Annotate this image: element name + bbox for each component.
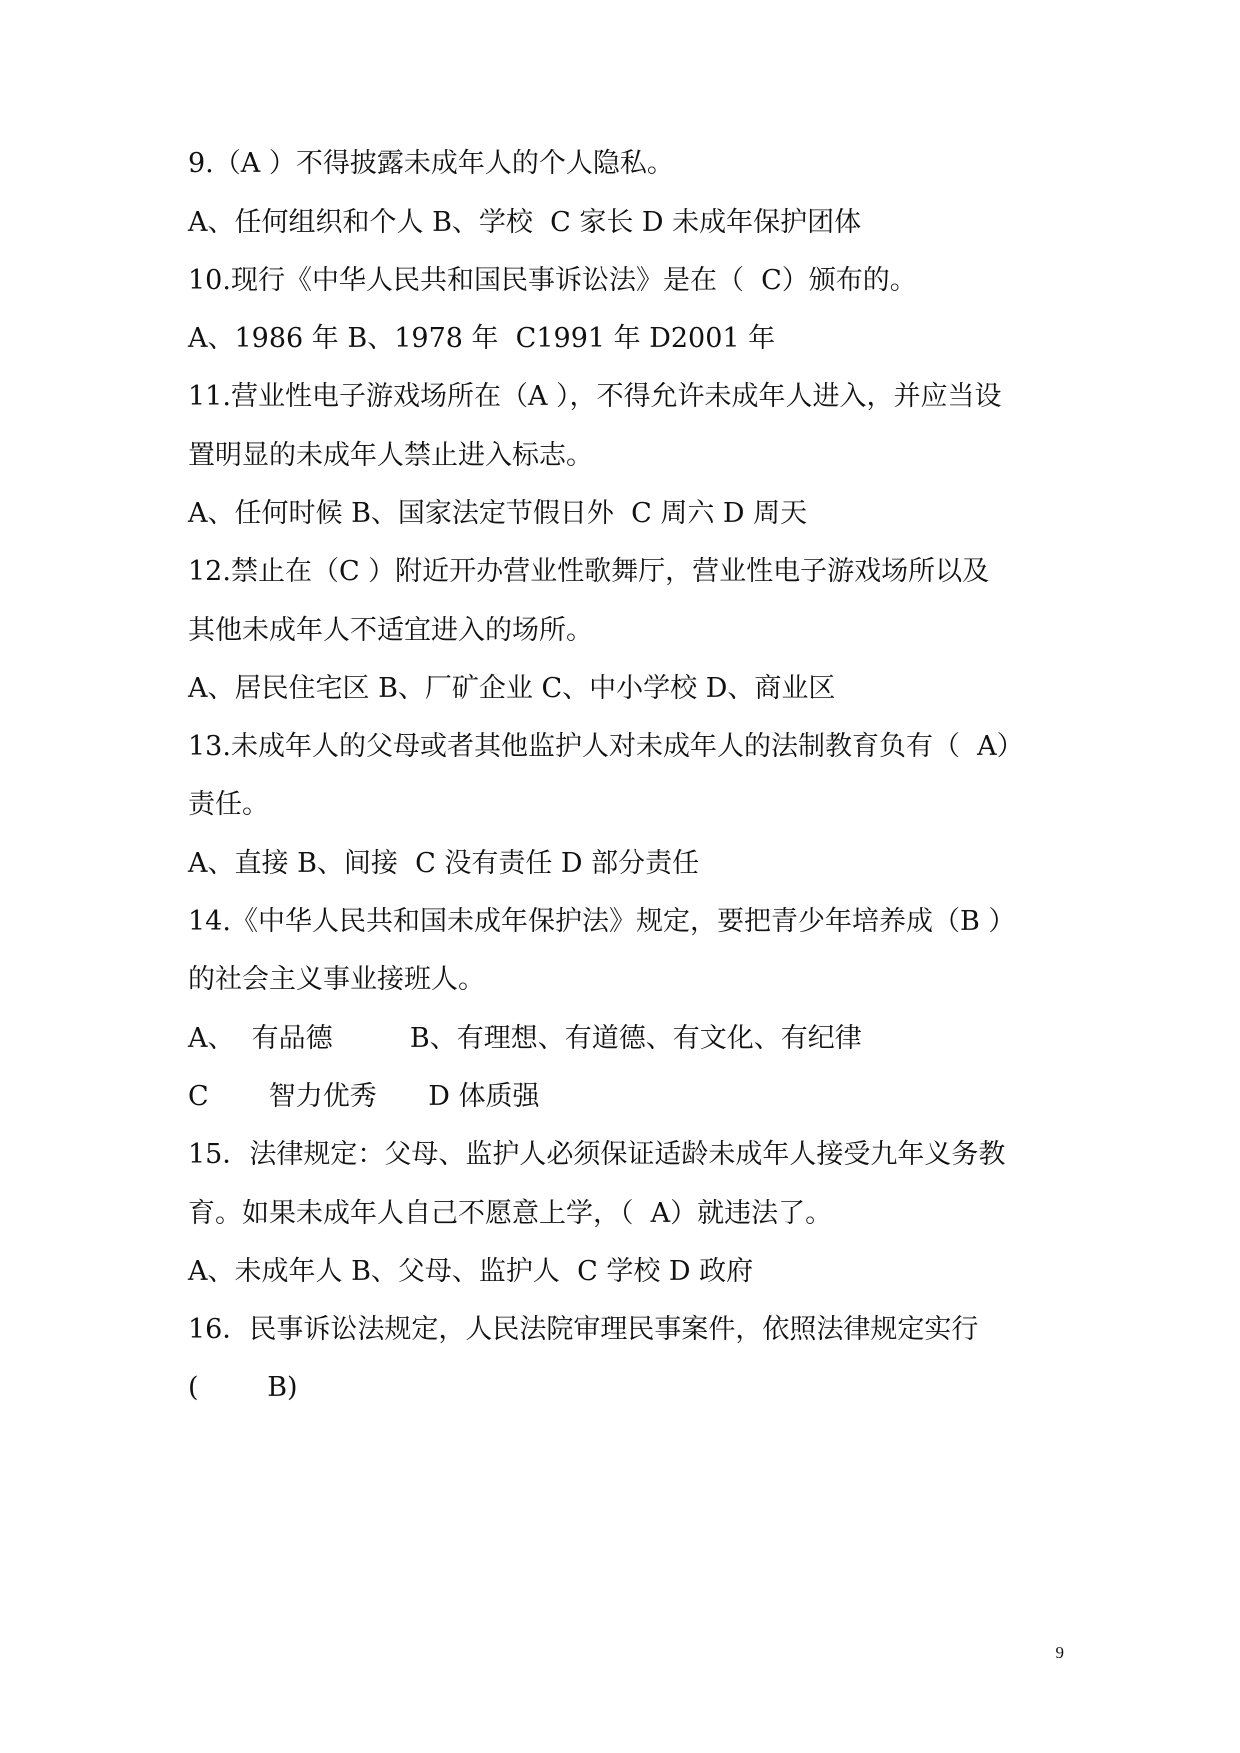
question-13-line-2: 责任。 <box>188 789 269 820</box>
question-15-options: A、未成年人 B、父母、监护人 C 学校 D 政府 <box>188 1256 754 1287</box>
question-14-line-2: 的社会主义事业接班人。 <box>188 964 485 995</box>
question-11-line-2: 置明显的未成年人禁止进入标志。 <box>188 440 593 471</box>
question-16-line-1: 16．民事诉讼法规定，人民法院审理民事案件，依照法律规定实行 <box>188 1314 979 1345</box>
question-15-line-2: 育。如果未成年人自己不愿意上学，（ A）就违法了。 <box>188 1198 833 1229</box>
question-10: 10.现行《中华人民共和国民事诉讼法》是在（ C）颁布的。 <box>188 265 917 296</box>
question-9-options: A、任何组织和个人 B、学校 C 家长 D 未成年保护团体 <box>188 207 862 238</box>
question-14-options-1: A、 有品德 B、有理想、有道德、有文化、有纪律 <box>188 1023 862 1054</box>
question-15-line-1: 15．法律规定：父母、监护人必须保证适龄未成年人接受九年义务教 <box>188 1139 1006 1170</box>
question-14-line-1: 14.《中华人民共和国未成年保护法》规定，要把青少年培养成（B ） <box>188 906 1016 937</box>
question-16-line-2: ( B) <box>188 1372 298 1403</box>
question-11-line-1: 11.营业性电子游戏场所在（A ），不得允许未成年人进入，并应当设 <box>188 381 1002 412</box>
page-number: 9 <box>1055 1643 1064 1662</box>
question-12-options: A、居民住宅区 B、厂矿企业 C、中小学校 D、商业区 <box>188 673 836 704</box>
question-12-line-2: 其他未成年人不适宜进入的场所。 <box>188 615 593 646</box>
question-11-options: A、任何时候 B、国家法定节假日外 C 周六 D 周天 <box>188 498 808 529</box>
question-10-options: A、1986 年 B、1978 年 C1991 年 D2001 年 <box>188 323 776 354</box>
question-13-line-1: 13.未成年人的父母或者其他监护人对未成年人的法制教育负有（ A） <box>188 731 1024 762</box>
question-14-options-2: C 智力优秀 D 体质强 <box>188 1081 540 1112</box>
question-9: 9.（A ）不得披露未成年人的个人隐私。 <box>188 148 674 179</box>
question-12-line-1: 12.禁止在（C ）附近开办营业性歌舞厅，营业性电子游戏场所以及 <box>188 556 990 587</box>
question-13-options: A、直接 B、间接 C 没有责任 D 部分责任 <box>188 848 700 879</box>
